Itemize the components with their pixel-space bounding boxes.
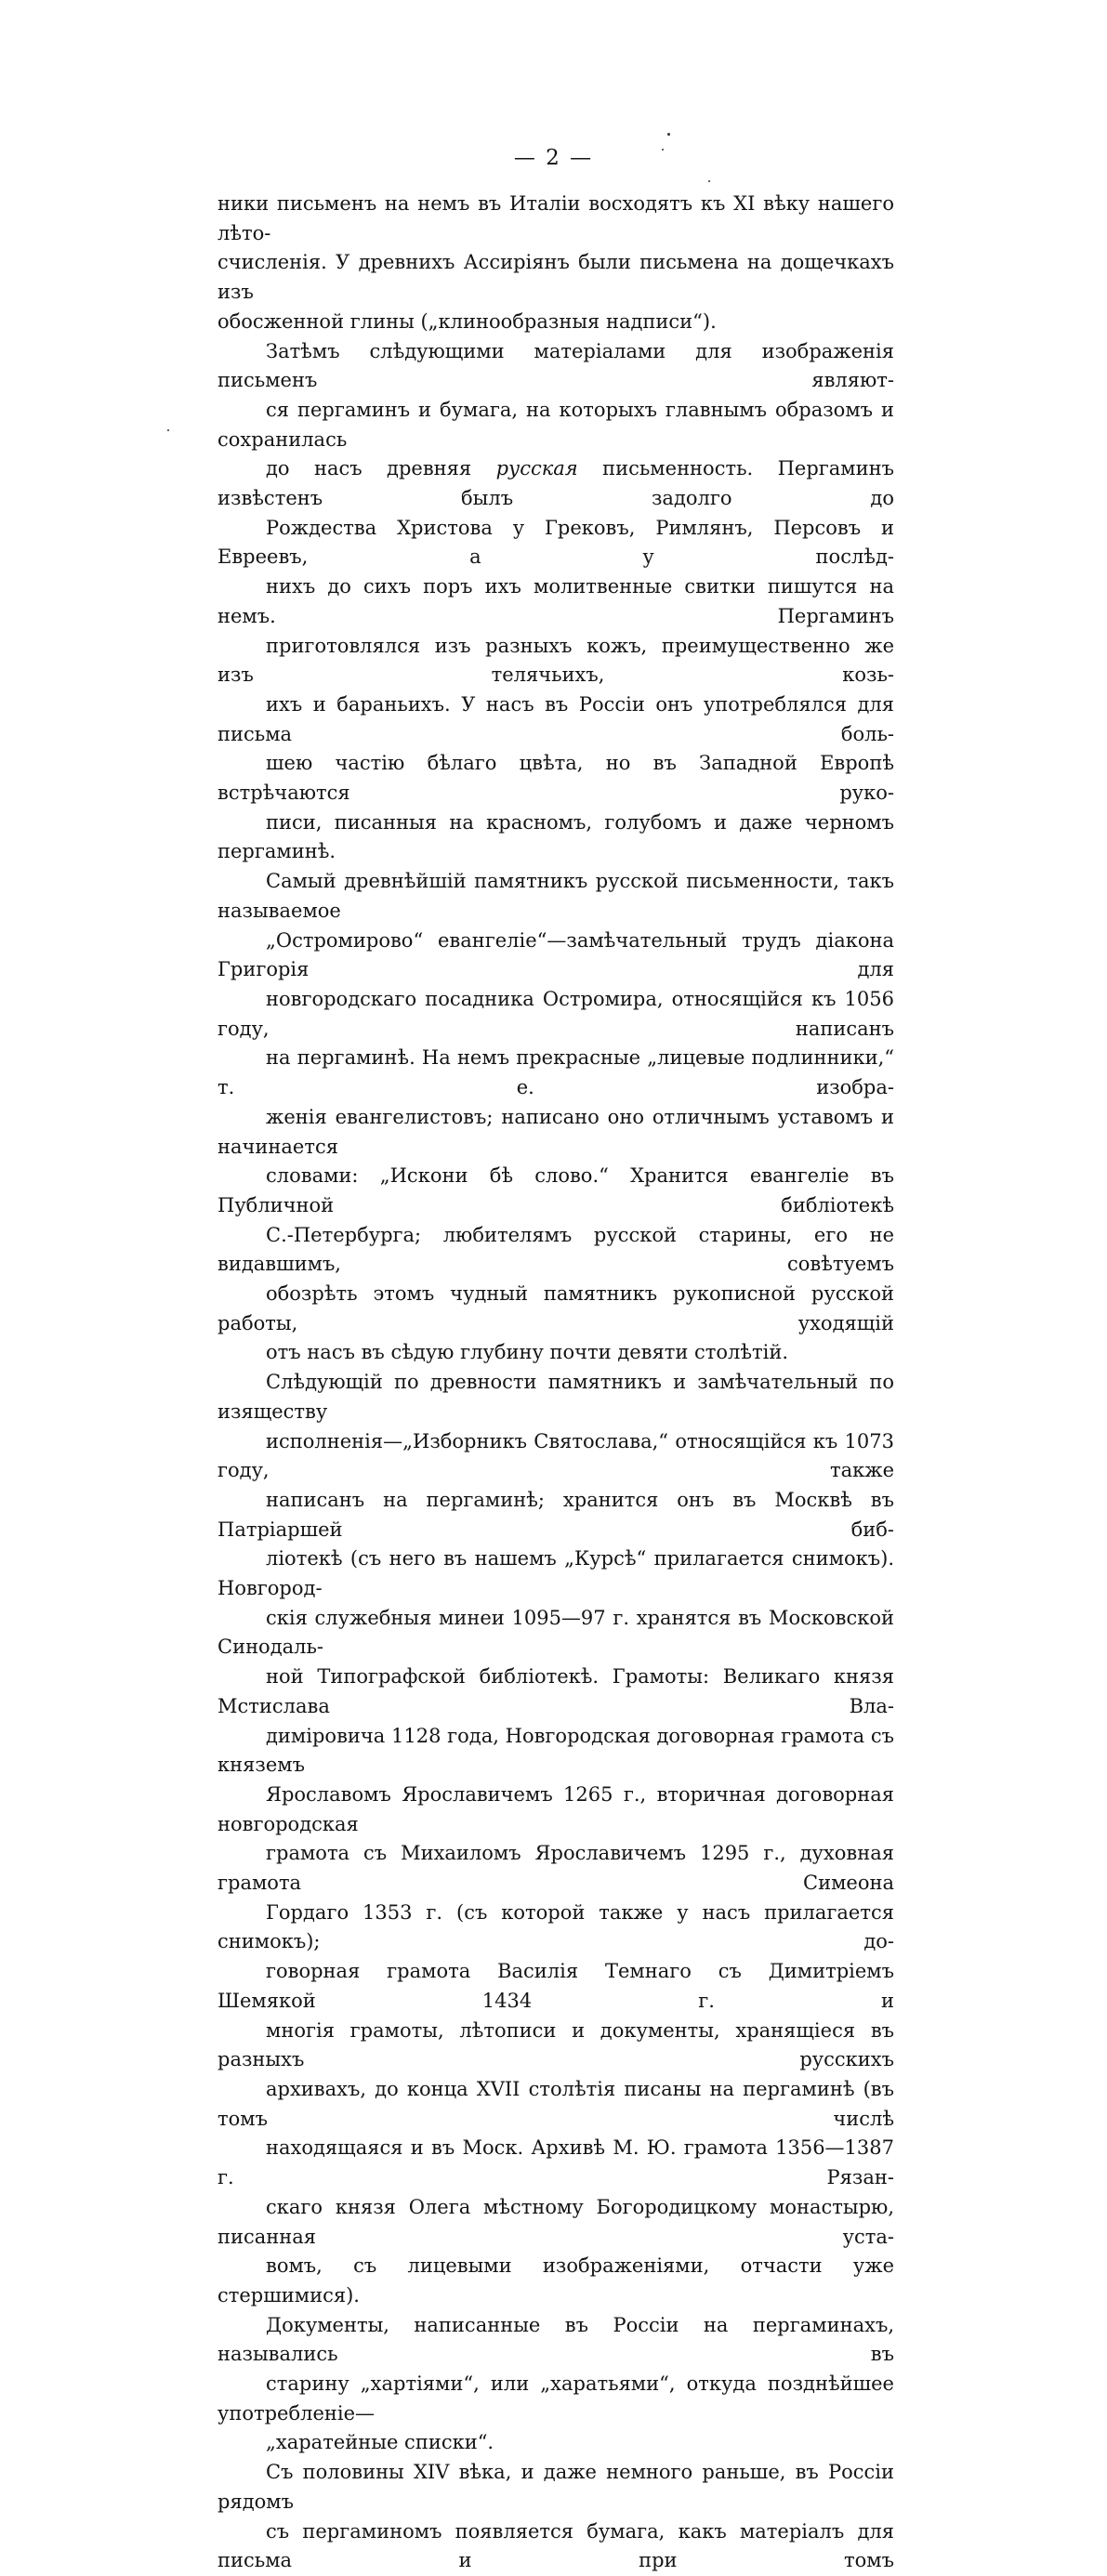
- text-line: Ярославомъ Ярославичемъ 1265 г., вторичная договорная новгородская: [217, 1782, 894, 1835]
- text-line: на пергаминѣ. На немъ прекрасные „лицевые подлинники,“ т. е. изобра-: [217, 1046, 894, 1099]
- print-speck: [662, 149, 664, 151]
- text-line: Рождества Христова у Грековъ, Римлянъ, Персовъ и Евреевъ, а у послѣд-: [217, 516, 894, 569]
- text-line: скія служебныя минеи 1095—97 г. хранятся въ Московской Синодаль-: [217, 1606, 894, 1659]
- text-line: ихъ и бараньихъ. У насъ въ Россіи онъ употреблялся для письма боль-: [217, 692, 894, 745]
- text-line: Слѣдующій по древности памятникъ и замѣчательный по изяществу: [217, 1371, 894, 1423]
- text-line: обосженной глины („клинообразныя надписи“).: [217, 309, 717, 333]
- text-line: находящаяся и въ Моск. Архивѣ М. Ю. грамота 1356—1387 г. Рязан-: [217, 2136, 894, 2189]
- text-line: написанъ на пергаминѣ; хранится онъ въ Москвѣ въ Патріаршей биб-: [217, 1488, 894, 1541]
- text-line: счисленія. У древнихъ Ассиріянъ были письмена на дощечкахъ изъ: [217, 251, 894, 304]
- paragraph: [217, 2311, 894, 2459]
- text-line: ники письменъ на немъ въ Италіи восходятъ къ XI вѣку нашего лѣто-: [217, 192, 894, 244]
- text-line: грамота съ Михаиломъ Ярославичемъ 1295 г., духовная грамота Симеона: [217, 1842, 894, 1895]
- paragraph: [217, 337, 894, 868]
- text-line: новгородскаго посадника Остромира, относящійся къ 1056 году, написанъ: [217, 987, 894, 1040]
- text-line: съ пергаминомъ появляется бумага, какъ матеріалъ для письма и при томъ: [217, 2519, 894, 2572]
- emphasized-word: русская: [495, 457, 578, 480]
- text-line: говорная грамота Василія Темнаго съ Димитріемъ Шемякой 1434 г. и: [217, 1960, 894, 2012]
- text-line: ся пергаминъ и бумага, на которыхъ главнымъ образомъ и сохранилась: [217, 398, 894, 451]
- text-line: ной Типографской библіотекѣ. Грамоты: Великаго князя Мстислава Вла-: [217, 1665, 894, 1717]
- text-line: „Остромирово“ евангеліе“—замѣчательный трудъ діакона Григорія для: [217, 928, 894, 981]
- text-line: женія евангелистовъ; написано оно отличнымъ уставомъ и начинается: [217, 1105, 894, 1158]
- text-line: Съ половины XIV вѣка, и даже немного раньше, въ Россіи рядомъ: [217, 2461, 894, 2513]
- paragraph: [217, 2458, 894, 2576]
- body-text: [217, 190, 894, 2576]
- print-speck: [708, 180, 710, 182]
- text-line: Гордаго 1353 г. (съ которой также у насъ прилагается снимокъ); до-: [217, 1900, 894, 1953]
- text-line: старину „хартіями“, или „харатьями“, откуда позднѣйшее употребленіе—: [217, 2372, 894, 2425]
- text-line: Документы, написанные въ Россіи на пергаминахъ, назывались въ: [217, 2313, 894, 2366]
- text-line: Самый древнѣйшій памятникъ русской письменности, такъ называемое: [217, 870, 894, 922]
- text-line: многія грамоты, лѣтописи и документы, хранящіеся въ разныхъ русскихъ: [217, 2018, 894, 2071]
- text-line: нихъ до сихъ поръ ихъ молитвенные свитки пишутся на немъ. Пергаминъ: [217, 575, 894, 627]
- print-speck: [667, 133, 670, 136]
- text-line: приготовлялся изъ разныхъ кожъ, преимущественно же изъ телячьихъ, козь-: [217, 634, 894, 687]
- text-line: словами: „Искони бѣ слово.“ Хранится евангеліе въ Публичной библіотекѣ: [217, 1164, 894, 1216]
- text-line: исполненія—„Изборникъ Святослава,“ относящійся къ 1073 году, также: [217, 1429, 894, 1482]
- text-line: диміровича 1128 года, Новгородская договорная грамота съ княземъ: [217, 1724, 894, 1777]
- text-line: писи, писанныя на красномъ, голубомъ и даже черномъ пергаминѣ.: [217, 810, 894, 863]
- text-line: обозрѣть этомъ чудный памятникъ рукописной русской работы, уходящій: [217, 1282, 894, 1334]
- text-line: „харатейные списки“.: [266, 2431, 494, 2454]
- text-line: архивахъ, до конца XVII столѣтія писаны на пергаминѣ (въ томъ числѣ: [217, 2078, 894, 2130]
- text-line: Затѣмъ слѣдующими матеріалами для изображенія письменъ являют-: [217, 339, 894, 392]
- paragraph: [217, 1368, 894, 2311]
- text-line: шею частію бѣлаго цвѣта, но въ Западной Европѣ встрѣчаются руко-: [217, 752, 894, 805]
- print-speck: [167, 429, 169, 431]
- text-line: скаго князя Олега мѣстному Богородицкому монастырю, писанная уста-: [217, 2195, 894, 2248]
- text-line: отъ насъ въ сѣдую глубину почти девяти столѣтій.: [266, 1341, 789, 1364]
- text-line: вомъ, съ лицевыми изображеніями, отчасти уже стершимися).: [217, 2254, 894, 2307]
- paragraph: [217, 190, 894, 337]
- text-line: ліотекѣ (съ него въ нашемъ „Курсѣ“ прилагается снимокъ). Новгород-: [217, 1547, 894, 1600]
- text-line: до насъ древняя русская письменность. Пергаминъ извѣстенъ былъ задолго до: [217, 457, 894, 510]
- paragraph: [217, 867, 894, 1368]
- page-number: — 2 —: [513, 146, 594, 170]
- text-line: С.-Петербурга; любителямъ русской старины, его не видавшимъ, совѣтуемъ: [217, 1223, 894, 1276]
